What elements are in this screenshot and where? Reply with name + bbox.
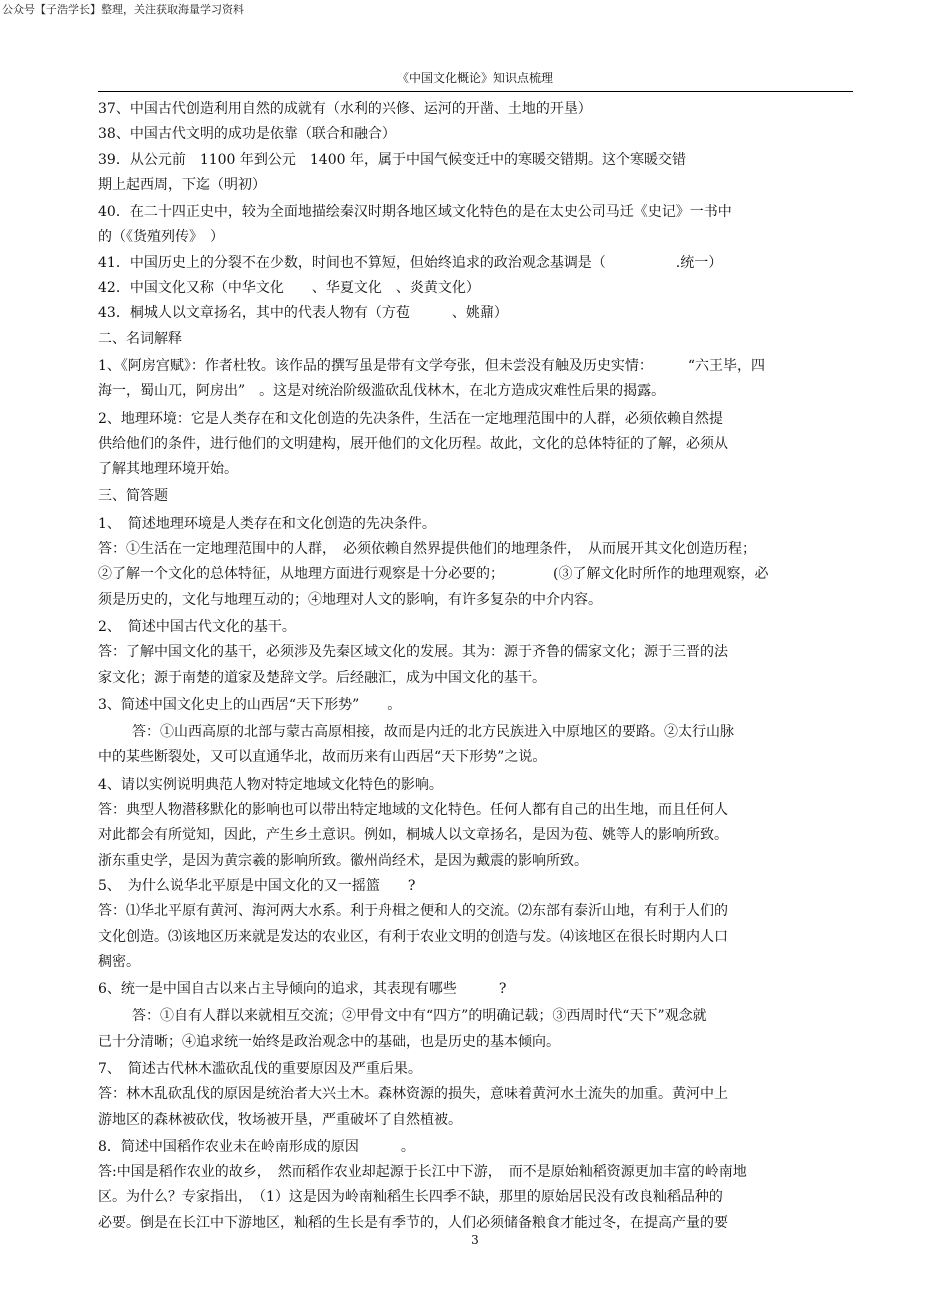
item-43: 43．桐城人以文章扬名，其中的代表人物有（方苞 、姚鼐） [98,305,508,322]
answer-1-line-1: 答：①生活在一定地理范围中的人群， 必须依赖自然界提供他们的地理条件， 从而展开其文化创造历程； [98,541,756,558]
answer-4-line-1: 答：典型人物潜移默化的影响也可以带出特定地域的文化特色。任何人都有自己的出生地，而且任何人 [98,802,728,819]
question-8: 8．简述中国稻作农业未在岭南形成的原因 。 [98,1138,415,1155]
header-divider [98,91,853,92]
item-40-line-2: 的（《货殖列传》 ） [98,229,224,246]
answer-3-line-1: 答：①山西高原的北部与蒙古高原相接，故而是内迁的北方民族进入中原地区的要路。②太行山脉 [132,724,734,741]
answer-6-line-2: 已十分清晰；④追求统一始终是政治观念中的基础，也是历史的基本倾向。 [98,1033,560,1050]
answer-7-line-1: 答：林木乱砍乱伐的原因是统治者大兴土木。森林资源的损失，意味着黄河水土流失的加重。黄河中上 [98,1086,728,1103]
page-number: 3 [471,1233,479,1247]
item-37: 37、中国古代创造利用自然的成就有（水利的兴修、运河的开凿、土地的开垦） [98,101,592,117]
item-41: 41．中国历史上的分裂不在少数，时间也不算短，但始终追求的政治观念基调是（ .统一） [98,254,723,271]
item-38: 38、中国古代文明的成功是依靠（联合和融合） [98,126,396,143]
question-3: 3、简述中国文化史上的山西居“天下形势” 。 [98,696,402,713]
item-42: 42．中国文化又称（中华文化 、华夏文化 、炎黄文化） [98,280,480,297]
term-2-line-1: 2、地理环境：它是人类存在和文化创造的先决条件，生活在一定地理范围中的人群，必须依赖自然提 [98,410,723,427]
item-39-line-1: 39．从公元前 1100 年到公元 1400 年，属于中国气候变迁中的寒暖交错期。这个寒暖交错 [98,151,686,168]
item-39-line-2: 期上起西周，下迄（明初） [98,176,266,193]
term-1-line-1: 1、《阿房宫赋》：作者杜牧。该作品的撰写虽是带有文学夸张，但未尝没有触及历史实情： “六王毕，四 [98,357,766,374]
term-2-line-3: 了解其地理环境开始。 [98,461,238,478]
term-1-line-2: 海一，蜀山兀，阿房出” 。这是对统治阶级滥砍乱伐林木，在北方造成灾难性后果的揭露。 [98,383,666,400]
question-5: 5、 为什么说华北平原是中国文化的又一摇篮 ? [98,877,416,894]
answer-6-line-1: 答：①自有人群以来就相互交流；②甲骨文中有“四方”的明确记载；③西周时代“天下”观念就 [132,1008,707,1025]
page-header-title: 《中国文化概论》知识点梳理 [396,71,553,85]
answer-8-line-3: 必要。倒是在长江中下游地区，籼稻的生长是有季节的，人们必须储备粮食才能过冬，在提高产量的要 [98,1214,728,1231]
answer-2-line-2: 家文化；源于南楚的道家及楚辞文学。后经融汇，成为中国文化的基干。 [98,669,546,686]
answer-3-line-2: 中的某些断裂处，又可以直通华北，故而历来有山西居“天下形势”之说。 [98,749,547,766]
section-heading-terms: 二、名词解释 [98,330,182,347]
answer-8-line-1: 答:中国是稻作农业的故乡， 然而稻作农业却起源于长江中下游， 而不是原始籼稻资源更加丰富的岭南地 [98,1164,747,1181]
answer-1-line-3: 须是历史的，文化与地理互动的；④地理对人文的影响，有许多复杂的中介内容。 [98,591,602,608]
answer-5-line-1: 答：⑴华北平原有黄河、海河两大水系。利于舟楫之便和人的交流。⑵东部有泰沂山地，有利于人们的 [98,903,728,920]
question-1: 1、 简述地理环境是人类存在和文化创造的先决条件。 [98,515,436,532]
answer-1-line-2: ②了解一个文化的总体特征，从地理方面进行观察是十分必要的； (③了解文化时所作的地理观察，必 [98,566,769,583]
question-4: 4、请以实例说明典范人物对特定地域文化特色的影响。 [98,776,443,793]
question-2: 2、 简述中国古代文化的基干。 [98,618,296,635]
answer-4-line-3: 浙东重史学，是因为黄宗羲的影响所致。徽州尚经术，是因为戴震的影响所致。 [98,852,588,869]
question-7: 7、 简述古代林木滥砍乱伐的重要原因及严重后果。 [98,1060,422,1077]
answer-5-line-2: 文化创造。⑶该地区历来就是发达的农业区，有利于农业文明的创造与发。⑷该地区在很长时期内人口 [98,928,728,945]
item-40-line-1: 40．在二十四正史中，较为全面地描绘秦汉时期各地区域文化特色的是在太史公司马迁《史记》一书中 [98,204,732,221]
question-6: 6、统一是中国自古以来占主导倾向的追求，其表现有哪些 ? [98,981,507,998]
answer-5-line-3: 稠密。 [98,953,140,970]
answer-8-line-2: 区。为什么？专家指出， （1）这是因为岭南籼稻生长四季不缺，那里的原始居民没有改良籼稻品种的 [98,1189,723,1206]
answer-4-line-2: 对此都会有所觉知，因此，产生乡土意识。例如，桐城人以文章扬名，是因为苞、姚等人的影响所致。 [98,827,728,844]
section-heading-short-answer: 三、简答题 [98,488,168,505]
term-2-line-2: 供给他们的条件，进行他们的文明建构，展开他们的文化历程。故此，文化的总体特征的了解，必须从 [98,435,728,452]
watermark-text: 公众号【子浩学长】整理，关注获取海量学习资料 [2,3,244,16]
answer-7-line-2: 游地区的森林被砍伐，牧场被开垦，严重破坏了自然植被。 [98,1111,462,1128]
answer-2-line-1: 答：了解中国文化的基干，必须涉及先秦区域文化的发展。其为：源于齐鲁的儒家文化；源于三晋的法 [98,644,728,661]
document-body [98,97,838,1236]
